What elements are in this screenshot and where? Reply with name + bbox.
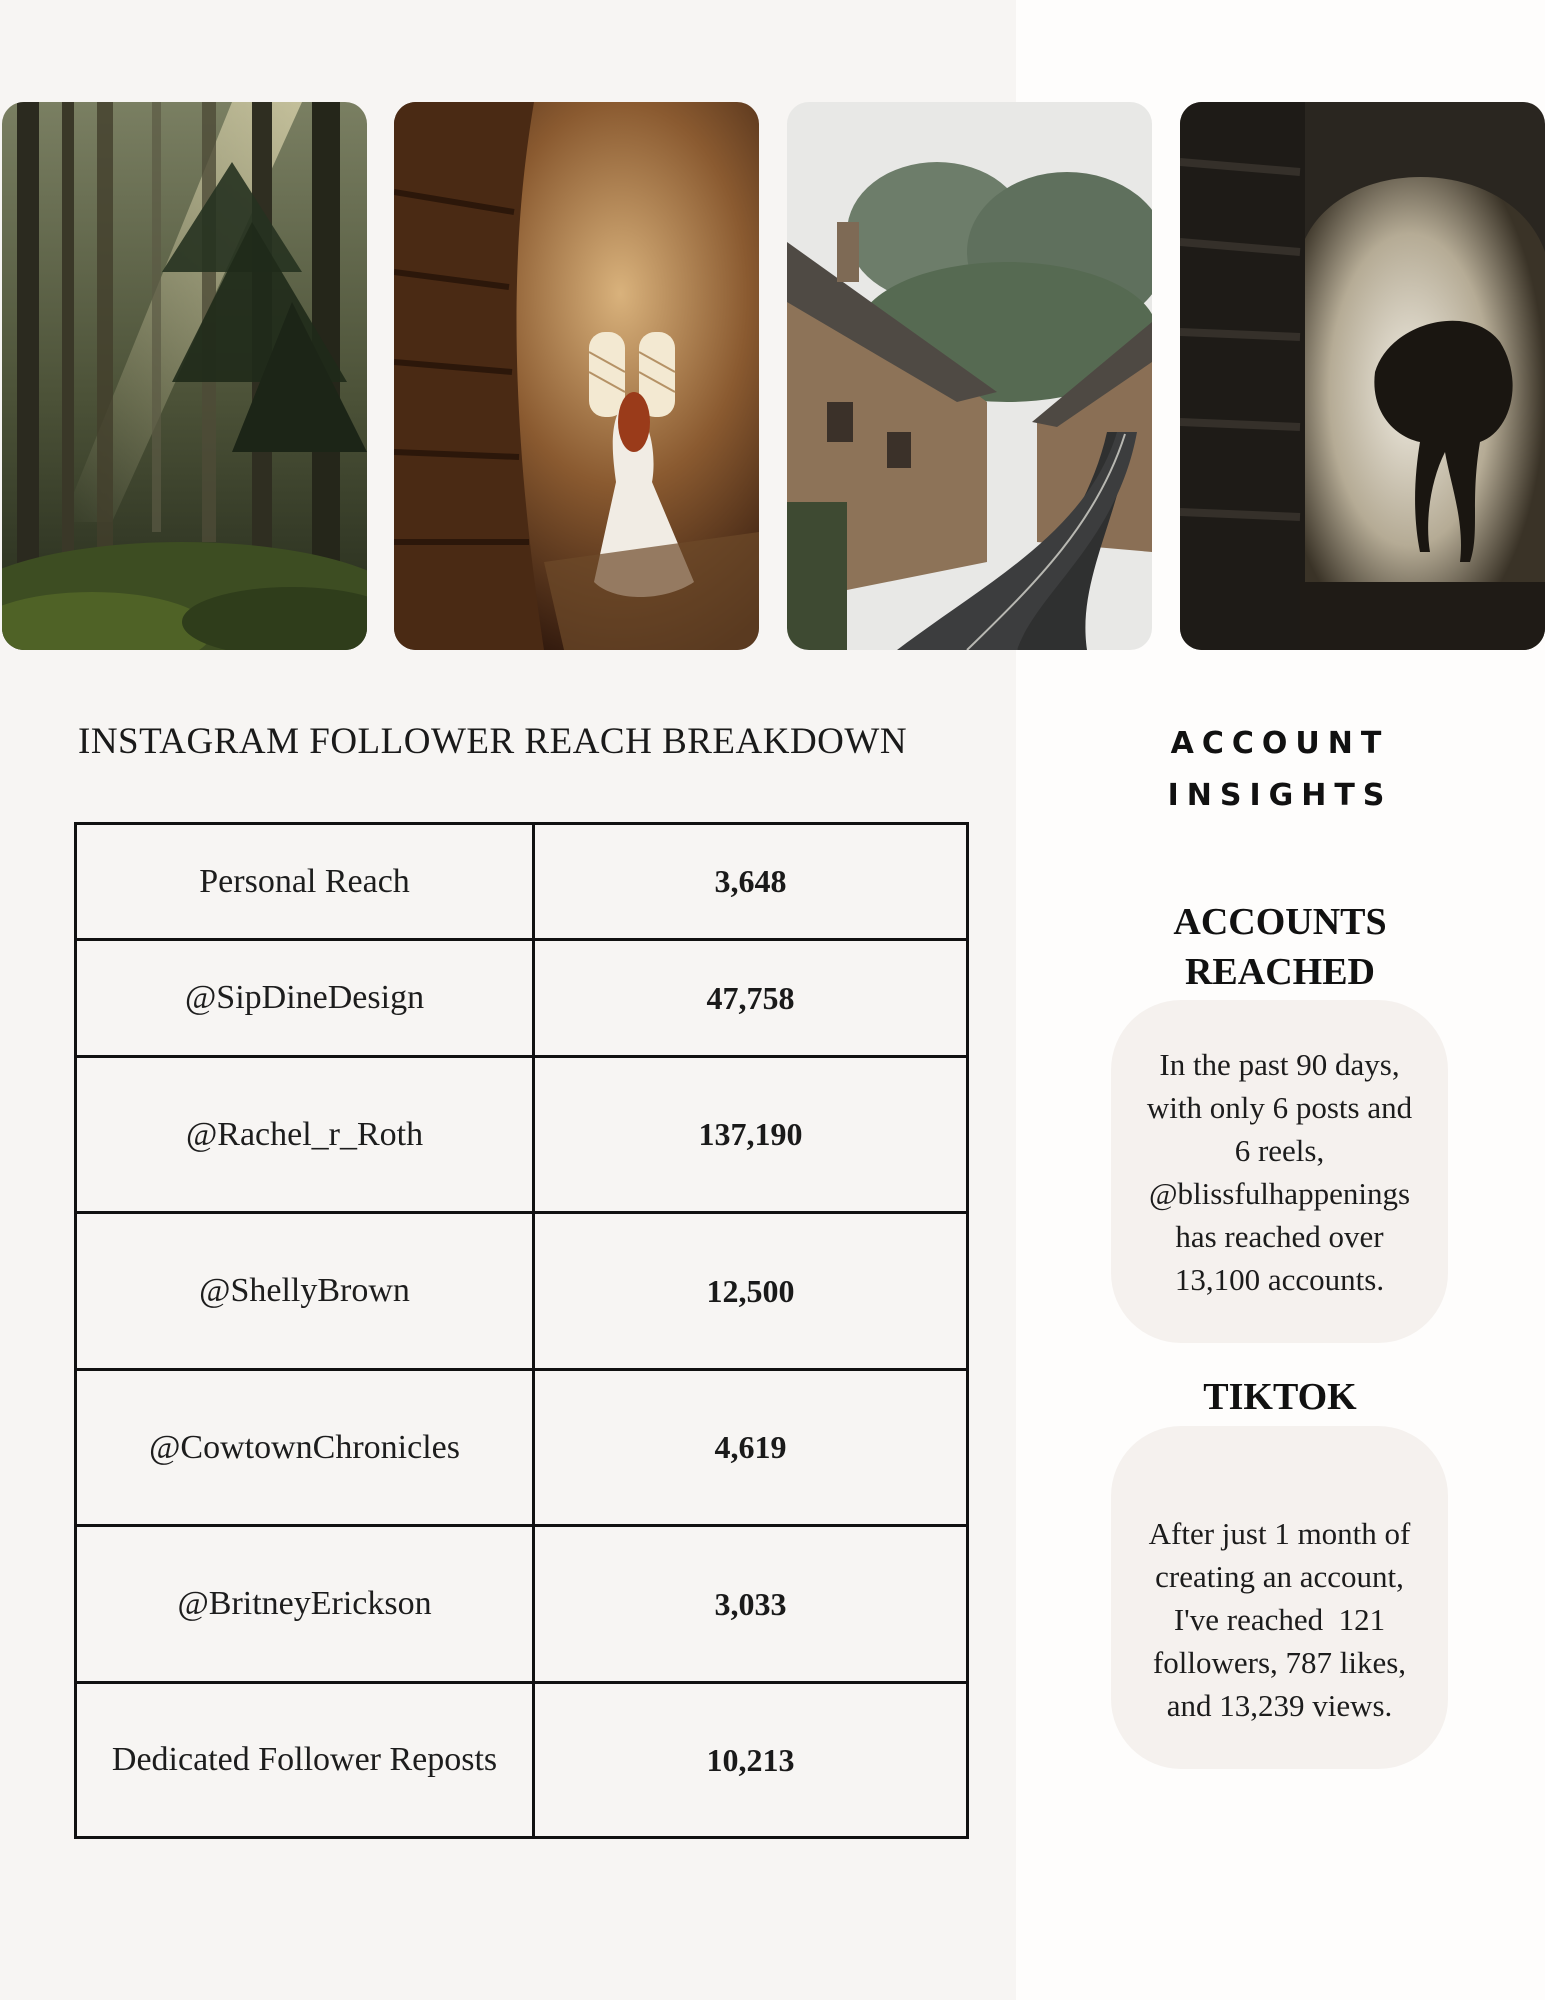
row-name: Dedicated Follower Reposts <box>76 1683 534 1838</box>
row-name: @Rachel_r_Roth <box>76 1057 534 1213</box>
row-name: @ShellyBrown <box>76 1213 534 1370</box>
text-line: 6 reels, <box>1234 1132 1325 1168</box>
text-line: has reached over <box>1175 1218 1384 1254</box>
row-value: 137,190 <box>534 1057 968 1213</box>
table-row <box>76 940 968 1057</box>
text-line: 13,100 accounts. <box>1174 1261 1385 1297</box>
heading-line: ACCOUNTS <box>1173 901 1387 943</box>
table-row <box>76 824 968 940</box>
row-name: @CowtownChronicles <box>76 1370 534 1526</box>
follower-reach-table <box>74 822 969 1839</box>
row-value: 47,758 <box>534 940 968 1057</box>
account-insights-title <box>1150 718 1410 822</box>
text-line: and 13,239 views. <box>1166 1687 1393 1723</box>
row-name: Personal Reach <box>76 824 534 940</box>
accounts-reached-text <box>1147 1043 1412 1301</box>
row-name: @SipDineDesign <box>76 940 534 1057</box>
accounts-reached-bubble <box>1111 1000 1448 1343</box>
forest-photo <box>2 102 367 650</box>
text-line: creating an account, <box>1155 1558 1404 1594</box>
title-line: ACCOUNT <box>1170 726 1390 761</box>
tiktok-bubble <box>1111 1426 1448 1769</box>
table-heading: INSTAGRAM FOLLOWER REACH BREAKDOWN <box>78 721 908 762</box>
text-line: I've reached 121 <box>1173 1601 1386 1637</box>
tiktok-heading: TIKTOK <box>1203 1376 1357 1418</box>
table-row <box>76 1526 968 1683</box>
row-value: 3,033 <box>534 1526 968 1683</box>
tunnel-creature-photo <box>1180 102 1545 650</box>
table-row <box>76 1370 968 1526</box>
text-line: followers, 787 likes, <box>1152 1644 1407 1680</box>
row-value: 12,500 <box>534 1213 968 1370</box>
title-line: INSIGHTS <box>1167 778 1393 813</box>
text-line: with only 6 posts and <box>1146 1089 1413 1125</box>
staircase-photo <box>394 102 759 650</box>
table-row <box>76 1683 968 1838</box>
tiktok-text <box>1149 1469 1411 1727</box>
text-line: After just 1 month of <box>1148 1515 1411 1551</box>
heading-line: REACHED <box>1184 951 1376 993</box>
village-photo <box>787 102 1152 650</box>
row-value: 10,213 <box>534 1683 968 1838</box>
text-line: In the past 90 days, <box>1159 1046 1400 1082</box>
row-value: 4,619 <box>534 1370 968 1526</box>
table-row <box>76 1213 968 1370</box>
table-row <box>76 1057 968 1213</box>
row-name: @BritneyErickson <box>76 1526 534 1683</box>
row-value: 3,648 <box>534 824 968 940</box>
text-line: @blissfulhappenings <box>1148 1175 1411 1211</box>
accounts-reached-heading <box>1105 897 1455 997</box>
